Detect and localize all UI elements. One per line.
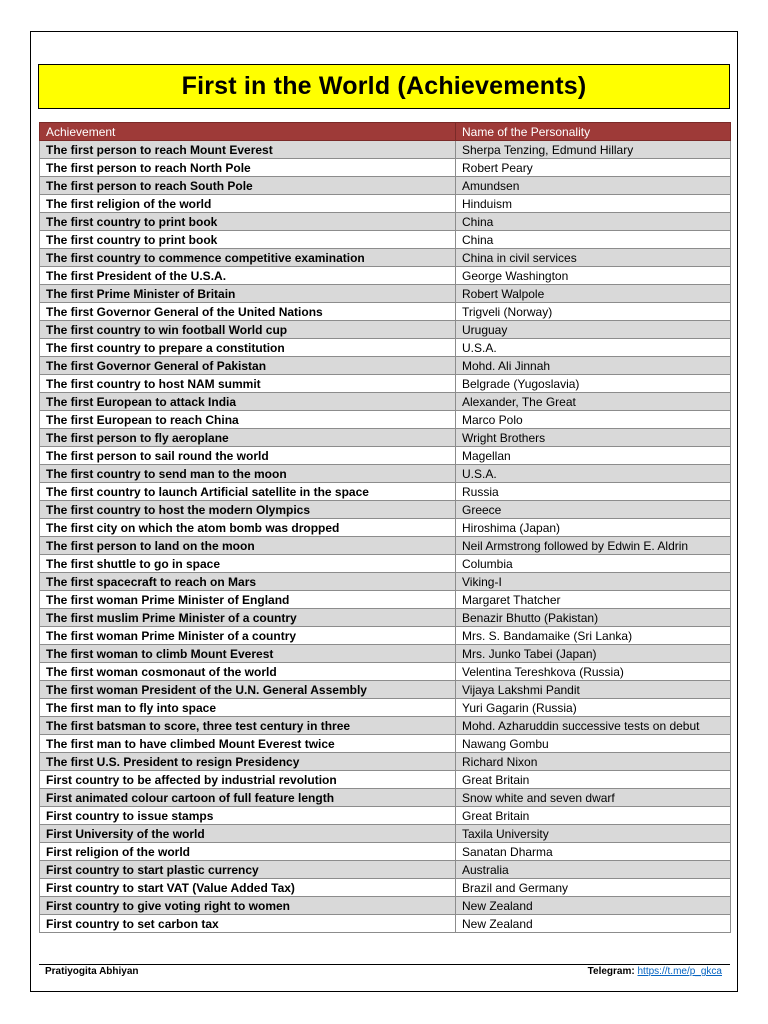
- table-row: [40, 303, 731, 321]
- personality-cell: China: [456, 231, 731, 249]
- achievement-cell: The first person to reach South Pole: [40, 177, 456, 195]
- table-row: [40, 879, 731, 897]
- table-row: [40, 429, 731, 447]
- table-row: [40, 321, 731, 339]
- column-header-achievement: Achievement: [40, 123, 456, 141]
- achievement-cell: The first country to host NAM summit: [40, 375, 456, 393]
- achievement-cell: The first country to send man to the moon: [40, 465, 456, 483]
- achievement-cell: The first spacecraft to reach on Mars: [40, 573, 456, 591]
- achievement-cell: The first Governor General of the United Nations: [40, 303, 456, 321]
- personality-cell: U.S.A.: [456, 339, 731, 357]
- personality-cell: Robert Walpole: [456, 285, 731, 303]
- achievement-cell: First country to give voting right to women: [40, 897, 456, 915]
- footer-telegram: [588, 966, 722, 977]
- table-row: [40, 285, 731, 303]
- table-row: [40, 177, 731, 195]
- personality-cell: Trigveli (Norway): [456, 303, 731, 321]
- personality-cell: Alexander, The Great: [456, 393, 731, 411]
- table-row: [40, 195, 731, 213]
- personality-cell: Amundsen: [456, 177, 731, 195]
- table-row: [40, 699, 731, 717]
- achievement-cell: The first Governor General of Pakistan: [40, 357, 456, 375]
- personality-cell: Velentina Tereshkova (Russia): [456, 663, 731, 681]
- table-row: [40, 339, 731, 357]
- achievement-cell: First country to be affected by industrial revolution: [40, 771, 456, 789]
- personality-cell: Great Britain: [456, 771, 731, 789]
- personality-cell: Robert Peary: [456, 159, 731, 177]
- achievements-table: [39, 122, 731, 933]
- table-row: [40, 573, 731, 591]
- column-header-personality: Name of the Personality: [456, 123, 731, 141]
- personality-cell: Snow white and seven dwarf: [456, 789, 731, 807]
- personality-cell: China in civil services: [456, 249, 731, 267]
- personality-cell: Uruguay: [456, 321, 731, 339]
- achievement-cell: First animated colour cartoon of full feature length: [40, 789, 456, 807]
- table-row: [40, 825, 731, 843]
- personality-cell: Columbia: [456, 555, 731, 573]
- achievement-cell: The first shuttle to go in space: [40, 555, 456, 573]
- table-row: [40, 357, 731, 375]
- personality-cell: Hinduism: [456, 195, 731, 213]
- achievement-cell: The first country to prepare a constitution: [40, 339, 456, 357]
- table-row: [40, 267, 731, 285]
- personality-cell: New Zealand: [456, 897, 731, 915]
- achievement-cell: First religion of the world: [40, 843, 456, 861]
- personality-cell: Mrs. S. Bandamaike (Sri Lanka): [456, 627, 731, 645]
- achievement-cell: The first man to fly into space: [40, 699, 456, 717]
- achievement-cell: The first President of the U.S.A.: [40, 267, 456, 285]
- table-row: [40, 483, 731, 501]
- table-row: [40, 213, 731, 231]
- achievement-cell: The first woman to climb Mount Everest: [40, 645, 456, 663]
- table-row: [40, 681, 731, 699]
- personality-cell: Marco Polo: [456, 411, 731, 429]
- table-row: [40, 447, 731, 465]
- table-row: [40, 789, 731, 807]
- achievement-cell: The first person to sail round the world: [40, 447, 456, 465]
- table-row: [40, 537, 731, 555]
- table-row: [40, 735, 731, 753]
- telegram-link[interactable]: https://t.me/p_gkca: [637, 966, 722, 977]
- personality-cell: Great Britain: [456, 807, 731, 825]
- personality-cell: Mrs. Junko Tabei (Japan): [456, 645, 731, 663]
- footer-brand: Pratiyogita Abhiyan: [45, 966, 139, 977]
- page-title: First in the World (Achievements): [181, 72, 587, 100]
- achievement-cell: The first European to attack India: [40, 393, 456, 411]
- table-row: [40, 807, 731, 825]
- achievement-cell: The first woman Prime Minister of a country: [40, 627, 456, 645]
- personality-cell: New Zealand: [456, 915, 731, 933]
- table-row: [40, 519, 731, 537]
- table-row: [40, 411, 731, 429]
- personality-cell: Nawang Gombu: [456, 735, 731, 753]
- achievement-cell: The first U.S. President to resign Presidency: [40, 753, 456, 771]
- table-row: [40, 159, 731, 177]
- achievement-cell: The first country to print book: [40, 231, 456, 249]
- achievement-cell: The first person to reach Mount Everest: [40, 141, 456, 159]
- achievement-cell: The first country to win football World cup: [40, 321, 456, 339]
- achievement-cell: The first person to land on the moon: [40, 537, 456, 555]
- personality-cell: Richard Nixon: [456, 753, 731, 771]
- table-row: [40, 843, 731, 861]
- personality-cell: George Washington: [456, 267, 731, 285]
- table-row: [40, 375, 731, 393]
- achievement-cell: The first woman Prime Minister of England: [40, 591, 456, 609]
- achievement-cell: The first Prime Minister of Britain: [40, 285, 456, 303]
- achievement-cell: The first city on which the atom bomb was dropped: [40, 519, 456, 537]
- achievement-cell: First country to issue stamps: [40, 807, 456, 825]
- achievement-cell: The first man to have climbed Mount Everest twice: [40, 735, 456, 753]
- table-row: [40, 771, 731, 789]
- table-row: [40, 501, 731, 519]
- table-row: [40, 645, 731, 663]
- personality-cell: Brazil and Germany: [456, 879, 731, 897]
- telegram-label: Telegram:: [587, 966, 635, 977]
- achievement-cell: The first country to print book: [40, 213, 456, 231]
- table-row: [40, 897, 731, 915]
- title-banner: [38, 64, 730, 109]
- personality-cell: Yuri Gagarin (Russia): [456, 699, 731, 717]
- personality-cell: Margaret Thatcher: [456, 591, 731, 609]
- table-row: [40, 465, 731, 483]
- personality-cell: Russia: [456, 483, 731, 501]
- achievement-cell: First University of the world: [40, 825, 456, 843]
- achievement-cell: First country to start plastic currency: [40, 861, 456, 879]
- achievement-cell: First country to start VAT (Value Added Tax): [40, 879, 456, 897]
- achievement-cell: The first woman President of the U.N. General Assembly: [40, 681, 456, 699]
- personality-cell: Benazir Bhutto (Pakistan): [456, 609, 731, 627]
- personality-cell: Australia: [456, 861, 731, 879]
- achievement-cell: The first person to reach North Pole: [40, 159, 456, 177]
- personality-cell: Sherpa Tenzing, Edmund Hillary: [456, 141, 731, 159]
- achievement-cell: The first batsman to score, three test century in three: [40, 717, 456, 735]
- achievement-cell: First country to set carbon tax: [40, 915, 456, 933]
- table-row: [40, 249, 731, 267]
- table-row: [40, 753, 731, 771]
- achievement-cell: The first person to fly aeroplane: [40, 429, 456, 447]
- table-body: [40, 141, 731, 933]
- achievement-cell: The first muslim Prime Minister of a country: [40, 609, 456, 627]
- table-row: [40, 393, 731, 411]
- table-row: [40, 609, 731, 627]
- table-row: [40, 231, 731, 249]
- personality-cell: Viking-I: [456, 573, 731, 591]
- table-row: [40, 627, 731, 645]
- table-header-row: [40, 123, 731, 141]
- personality-cell: Neil Armstrong followed by Edwin E. Aldrin: [456, 537, 731, 555]
- achievement-cell: The first woman cosmonaut of the world: [40, 663, 456, 681]
- personality-cell: Vijaya Lakshmi Pandit: [456, 681, 731, 699]
- table-row: [40, 141, 731, 159]
- table-row: [40, 663, 731, 681]
- achievement-cell: The first country to host the modern Olympics: [40, 501, 456, 519]
- table-row: [40, 591, 731, 609]
- personality-cell: Magellan: [456, 447, 731, 465]
- table-row: [40, 861, 731, 879]
- table-row: [40, 555, 731, 573]
- personality-cell: U.S.A.: [456, 465, 731, 483]
- personality-cell: Mohd. Azharuddin successive tests on debut: [456, 717, 731, 735]
- achievement-cell: The first country to launch Artificial satellite in the space: [40, 483, 456, 501]
- personality-cell: Belgrade (Yugoslavia): [456, 375, 731, 393]
- achievement-cell: The first European to reach China: [40, 411, 456, 429]
- personality-cell: Hiroshima (Japan): [456, 519, 731, 537]
- personality-cell: Greece: [456, 501, 731, 519]
- personality-cell: China: [456, 213, 731, 231]
- achievement-cell: The first country to commence competitive examination: [40, 249, 456, 267]
- personality-cell: Sanatan Dharma: [456, 843, 731, 861]
- personality-cell: Taxila University: [456, 825, 731, 843]
- personality-cell: Wright Brothers: [456, 429, 731, 447]
- achievement-cell: The first religion of the world: [40, 195, 456, 213]
- table-row: [40, 717, 731, 735]
- table-row: [40, 915, 731, 933]
- personality-cell: Mohd. Ali Jinnah: [456, 357, 731, 375]
- footer-divider: [39, 964, 730, 965]
